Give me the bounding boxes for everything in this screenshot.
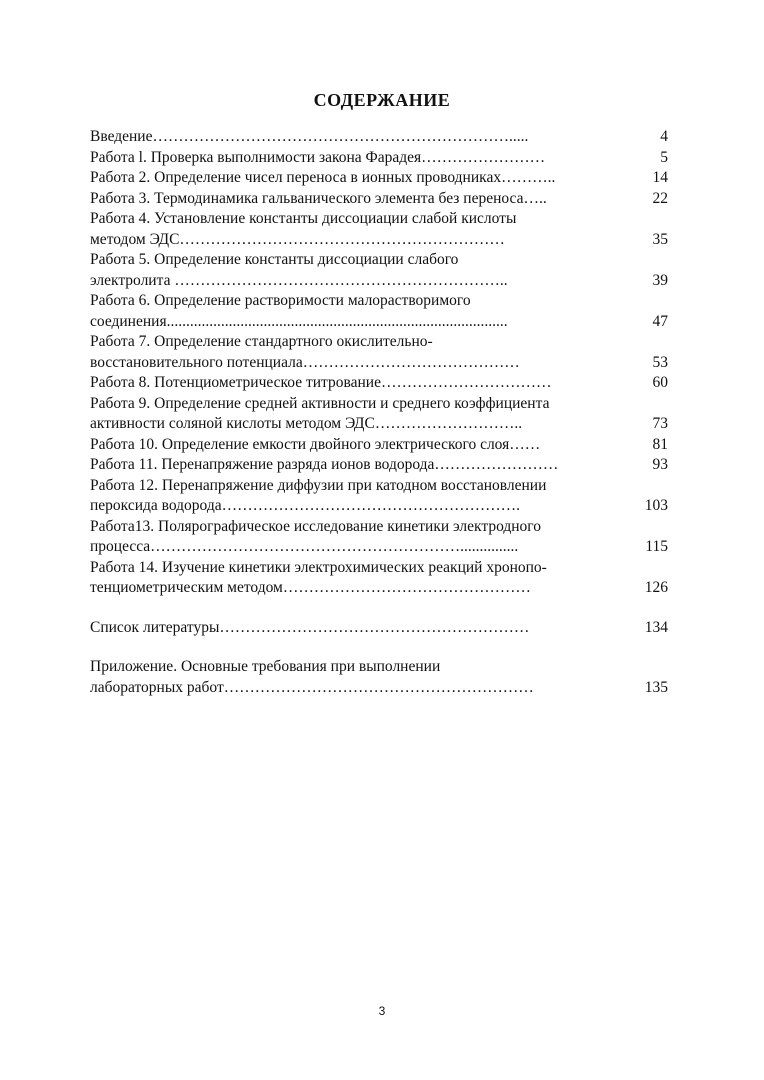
toc-entry-line: Работа 9. Определение средней активности и среднего коэффициента	[90, 394, 550, 412]
toc-entry-line: Работа 14. Изучение кинетики электрохимических реакций хронопо-	[90, 558, 547, 576]
toc-entry	[90, 517, 668, 558]
toc-entry-line: электролита ………………………………………………………..	[90, 271, 508, 289]
toc-entry-line: Введение…………………………………………………………….....	[90, 128, 529, 145]
toc-entry-page: 134	[644, 618, 668, 636]
toc-entry-page: 5	[660, 148, 668, 166]
toc-entry	[90, 250, 668, 291]
toc-entry-page: 73	[652, 415, 668, 432]
toc-entry	[90, 209, 668, 250]
toc-entry-line: Работа 2. Определение чисел переноса в ионных проводниках………..	[90, 169, 556, 186]
toc-entry-line: активности соляной кислоты методом ЭДС………………………..	[90, 415, 523, 432]
toc-entry	[90, 476, 668, 517]
page-number: 3	[378, 1004, 386, 1018]
toc-entry	[90, 148, 668, 169]
toc-entry	[90, 168, 668, 189]
toc-entry-page: 115	[645, 538, 668, 555]
toc-entry-page: 22	[652, 189, 668, 207]
toc-entry-line: восстановительного потенциала……………………………………	[90, 353, 520, 371]
toc-entry-page: 135	[644, 678, 668, 696]
toc-entry-line: Работа l. Проверка выполнимости закона Фарадея……………………	[90, 148, 546, 166]
toc-entry-line: соединения........................................................................................	[90, 312, 508, 330]
toc-entry	[90, 435, 668, 456]
toc-entry	[90, 332, 668, 373]
toc-entry	[90, 373, 668, 394]
toc-entry-page: 126	[644, 579, 668, 596]
toc-entry-page: 14	[652, 169, 668, 186]
toc-entry-line: Работа 12. Перенапряжение диффузии при катодном восстановлении	[90, 476, 547, 494]
toc-entry-page: 39	[652, 271, 668, 289]
toc-entry-line: методом ЭДС………………………………………………………	[90, 230, 505, 248]
toc-entry	[90, 127, 668, 148]
toc-entry	[90, 394, 668, 435]
page-title: СОДЕРЖАНИЕ	[313, 90, 451, 110]
toc-entry-line: Работа13. Полярографическое исследование кинетики электродного	[90, 517, 542, 535]
toc-entry	[90, 455, 668, 476]
toc-entry-line: Работа 10. Определение емкости двойного электрического слоя……	[90, 435, 541, 453]
toc-entry	[90, 618, 668, 639]
section-gap	[90, 599, 668, 618]
toc-entry-page: 93	[652, 456, 668, 473]
toc-entry-page: 81	[652, 435, 668, 453]
toc-entry	[90, 558, 668, 599]
toc-entry	[90, 657, 668, 698]
toc-entry-page: 103	[644, 497, 668, 514]
toc-entry-line: Работа 3. Термодинамика гальванического элемента без переноса…..	[90, 189, 547, 207]
toc-entry-line: Список литературы……………………………………………………	[90, 618, 530, 636]
toc-entry-line: Работа 11. Перенапряжение разряда ионов водорода……………………	[90, 456, 559, 473]
table-of-contents	[90, 127, 668, 698]
toc-entry-page: 35	[652, 230, 668, 248]
section-gap	[90, 638, 668, 657]
toc-entry-page: 47	[652, 312, 668, 330]
toc-entry	[90, 291, 668, 332]
toc-entry-line: Работа 5. Определение константы диссоциации слабого	[90, 251, 459, 268]
toc-entry-page: 60	[652, 374, 668, 391]
toc-entry-page: 53	[652, 353, 668, 371]
toc-entry-line: лабораторных работ……………………………………………………	[90, 678, 534, 696]
toc-entry-page: 4	[660, 128, 668, 145]
toc-entry-line: Работа 7. Определение стандартного окислительно-	[90, 333, 433, 350]
toc-entry-line: тенциометрическим методом…………………………………………	[90, 579, 531, 596]
toc-entry-line: процесса……………………………………………………...............	[90, 538, 519, 555]
toc-entry-line: Работа 6. Определение растворимости малорастворимого	[90, 292, 471, 309]
toc-entry-line: Работа 8. Потенциометрическое титрование……………………………	[90, 374, 552, 391]
toc-entry-line: Работа 4. Установление константы диссоциации слабой кислоты	[90, 210, 517, 227]
toc-entry-line: Приложение. Основные требования при выполнении	[90, 658, 441, 675]
toc-entry-line: пероксида водорода………………………………………………….	[90, 497, 520, 514]
toc-entry	[90, 189, 668, 210]
